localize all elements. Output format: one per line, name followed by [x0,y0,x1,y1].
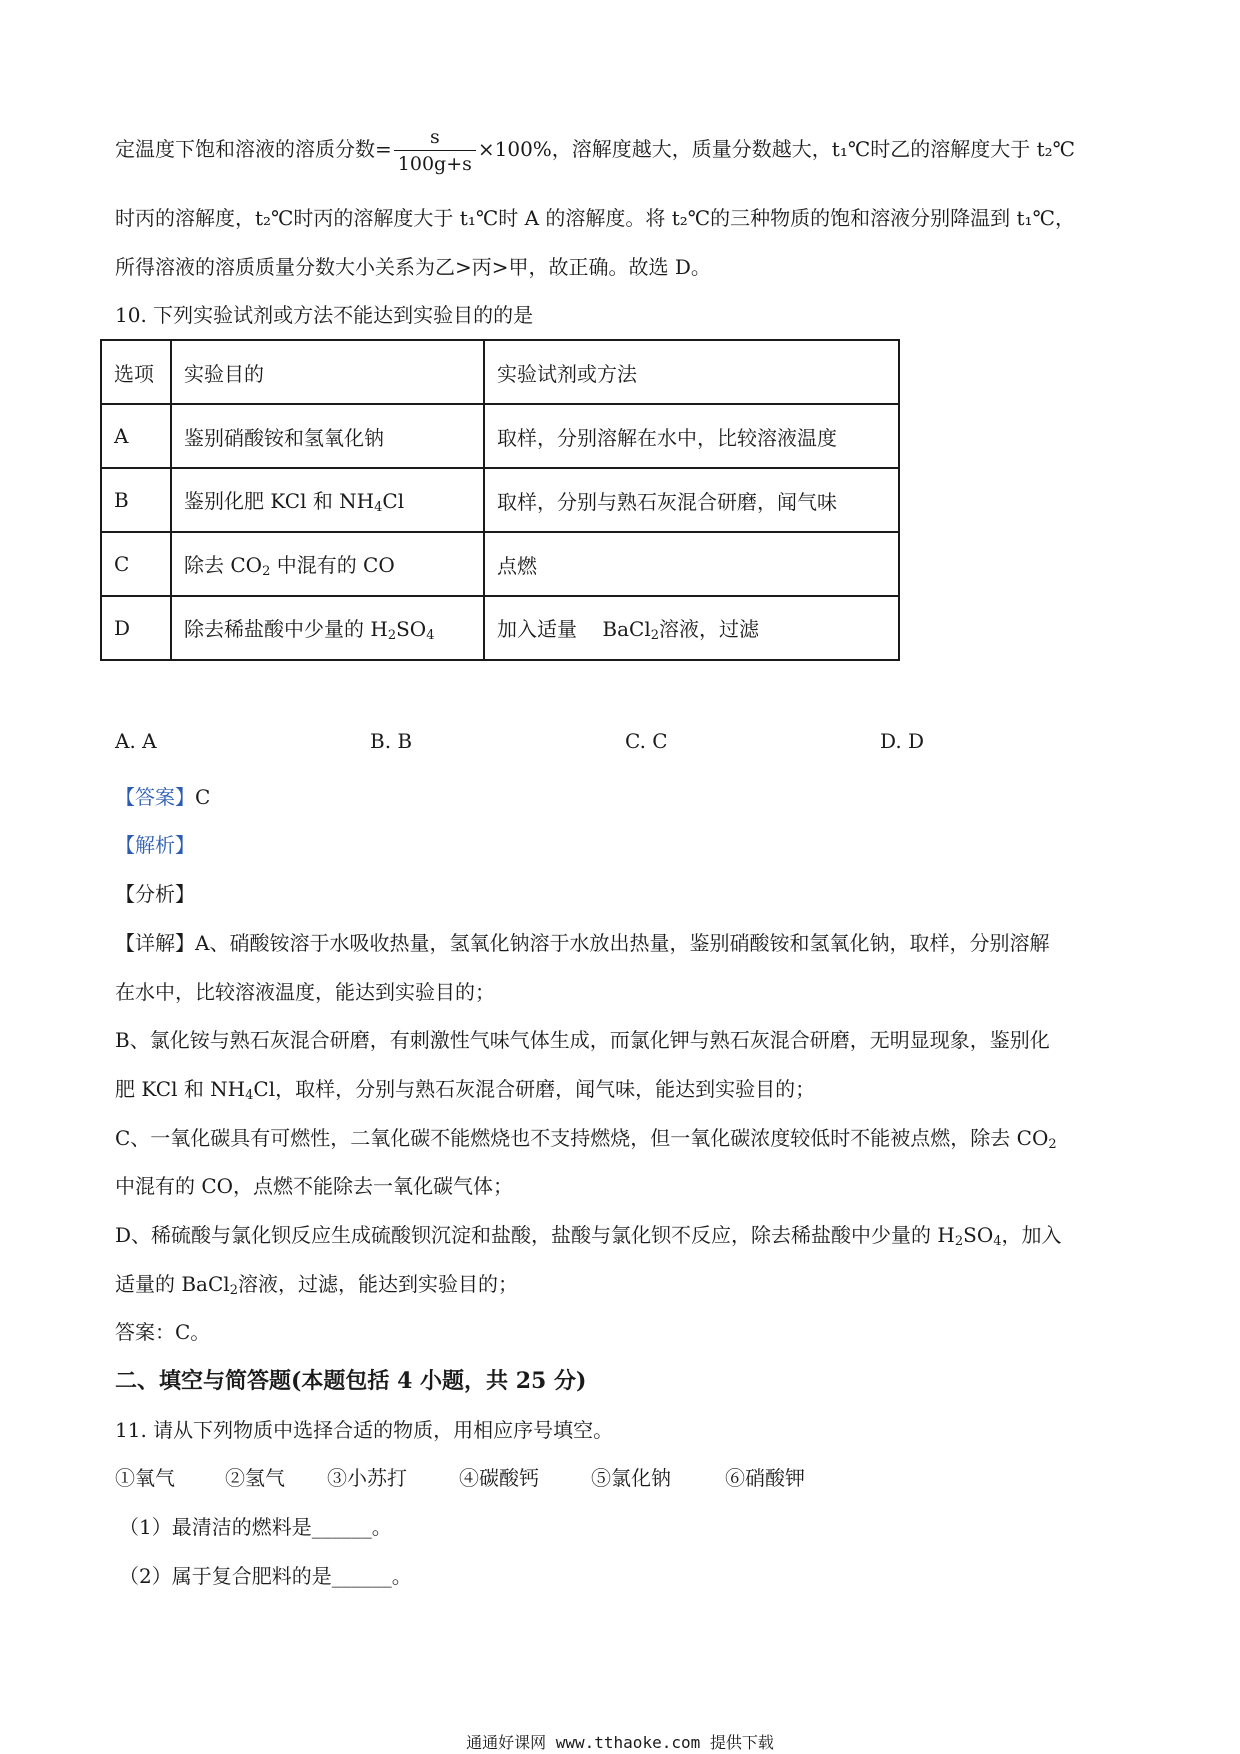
question-11-sub-1: （1）最清洁的燃料是______。 [119,1515,392,1539]
table-row [101,468,899,532]
table-cell-method: 点燃 [484,532,899,596]
answer-label: 【答案】 [115,785,195,809]
choice-item: ⑥硝酸钾 [725,1466,805,1490]
detail-line-c2: 中混有的 CO，点燃不能除去一氧化碳气体； [115,1174,514,1198]
solubility-fraction [394,124,476,177]
detail-line-b1: B、氯化铵与熟石灰混合研磨，有刺激性气味气体生成，而氯化钾与熟石灰混合研磨，无明显现象，鉴别化 [115,1028,1050,1052]
answer-line [115,783,210,811]
table-header-cell: 实验试剂或方法 [484,340,899,404]
final-answer: 答案：C。 [115,1320,211,1344]
table-cell-purpose [171,596,484,660]
detail-line-a1 [115,929,1049,957]
text-part: SO [396,617,427,641]
text-part: 溶液，过滤，能达到实验目的； [237,1272,518,1296]
detail-text: A、硝酸铵溶于水吸收热量，氢氧化钠溶于水放出热量，鉴别硝酸铵和氢氧化钠，取样，分别溶解 [195,931,1050,955]
choice-item: ⑤氯化钠 [591,1466,671,1490]
option-b[interactable]: B. B [370,729,413,753]
table-cell-method [484,596,899,660]
detail-line-d2 [115,1270,518,1305]
analysis-label: 【解析】 [115,833,195,857]
explanation-text: ×100%，溶解度越大，质量分数越大，t₁℃时乙的溶解度大于 t₂℃ [477,137,1076,161]
fenxi-label: 【分析】 [115,882,195,906]
text-part: 除去稀盐酸中少量的 H [184,617,388,641]
table-cell-option: B [101,468,171,532]
text-part: D、稀硫酸与氯化钡反应生成硫酸钡沉淀和盐酸，盐酸与氯化钡不反应，除去稀盐酸中少量的 H [115,1223,955,1247]
choice-item: ②氢气 [225,1466,285,1490]
subscript: 2 [1048,1137,1057,1152]
text-part: 除去 CO [184,553,263,577]
option-a[interactable]: A. A [115,729,157,753]
subscript: 4 [993,1234,1002,1249]
table-cell-method: 取样，分别溶解在水中，比较溶液温度 [484,404,899,468]
text-part: SO [963,1223,994,1247]
table-row [101,404,899,468]
choice-item: ③小苏打 [327,1466,407,1490]
question-10-table [100,339,900,661]
fraction-denominator: 100g+s [397,153,472,175]
table-cell-option: C [101,532,171,596]
table-cell-purpose: 鉴别硝酸铵和氢氧化钠 [171,404,484,468]
table-cell-purpose [171,532,484,596]
subscript: 4 [374,500,383,515]
subscript: 2 [229,1283,238,1298]
prev-explanation-line-1 [115,124,1075,177]
table-header-row [101,340,899,404]
subscript: 2 [387,628,397,643]
question-10-stem: 10. 下列实验试剂或方法不能达到实验目的的是 [115,303,534,327]
footer-watermark: 通通好课网 www.tthaoke.com 提供下载 [466,1733,774,1752]
answer-value: C [195,785,211,809]
table-cell-purpose [171,468,484,532]
text-part: Cl [382,489,405,513]
choice-item: ④碳酸钙 [459,1466,539,1490]
detail-label: 【详解】 [115,931,195,955]
table-header-cell: 选项 [101,340,171,404]
text-part: 鉴别化肥 KCl 和 NH [184,489,375,513]
option-c[interactable]: C. C [625,729,668,753]
fraction-numerator: s [394,124,476,151]
detail-line-d1 [115,1221,1062,1256]
question-11-stem: 11. 请从下列物质中选择合适的物质，用相应序号填空。 [115,1418,614,1442]
detail-line-c1 [115,1124,1057,1159]
text-part: 肥 KCl 和 NH [115,1077,246,1101]
text-part: 适量的 BaCl [115,1272,230,1296]
table-header-cell: 实验目的 [171,340,484,404]
option-d[interactable]: D. D [880,729,925,753]
text-part: ，加入 [1001,1223,1062,1247]
subscript: 4 [245,1088,254,1103]
table-cell-option: A [101,404,171,468]
question-11-choices [115,1464,805,1492]
table-cell-method: 取样，分别与熟石灰混合研磨，闻气味 [484,468,899,532]
text-part: 加入适量 BaCl [497,617,651,641]
text-part: 溶液，过滤 [659,617,760,641]
text-part: Cl，取样，分别与熟石灰混合研磨，闻气味，能达到实验目的； [253,1077,816,1101]
subscript: 2 [262,564,271,579]
detail-line-a2: 在水中，比较溶液温度，能达到实验目的； [115,980,495,1004]
explanation-text: 定温度下饱和溶液的溶质分数= [115,137,392,161]
table-row [101,532,899,596]
text-part: 中混有的 CO [270,553,395,577]
choice-item: ①氧气 [115,1466,175,1490]
question-11-sub-2: （2）属于复合肥料的是______。 [119,1564,412,1588]
subscript: 2 [650,628,660,643]
prev-explanation-line-3: 所得溶液的溶质质量分数大小关系为乙>丙>甲，故正确。故选 D。 [115,255,711,279]
detail-line-b2 [115,1075,815,1110]
subscript: 2 [954,1234,964,1249]
table-cell-option: D [101,596,171,660]
text-part: C、一氧化碳具有可燃性，二氧化碳不能燃烧也不支持燃烧，但一氧化碳浓度较低时不能被点燃，除去 CO [115,1126,1049,1150]
subscript: 4 [426,628,435,643]
prev-explanation-line-2: 时丙的溶解度，t₂℃时丙的溶解度大于 t₁℃时 A 的溶解度。将 t₂℃的三种物质的饱和溶液分别降温到 t₁℃， [115,206,1075,230]
section-2-title: 二、填空与简答题(本题包括 4 小题，共 25 分) [115,1368,587,1394]
table-row [101,596,899,660]
